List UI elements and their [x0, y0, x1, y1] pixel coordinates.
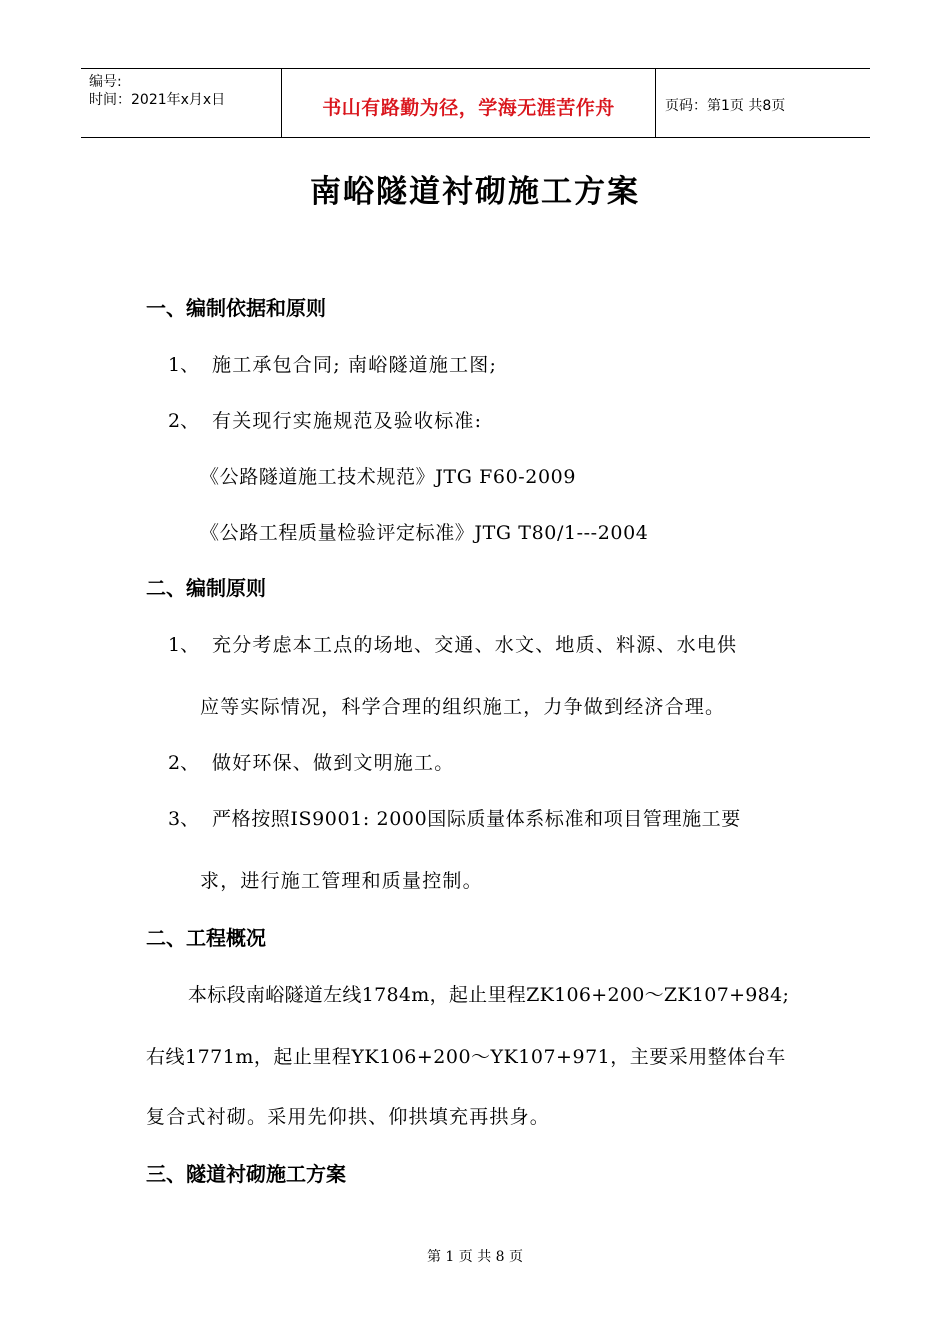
list-item-continuation: 应等实际情况，科学合理的组织施工，力争做到经济合理。	[200, 696, 726, 718]
section-heading-plan: 三、隧道衬砌施工方案	[146, 1162, 346, 1186]
standard-reference: 《公路工程质量检验评定标准》JTG T80/1---2004	[200, 522, 649, 544]
section-heading-overview: 二、工程概况	[146, 926, 266, 950]
header-page-cell	[655, 69, 870, 137]
page-header	[81, 68, 870, 138]
section-heading-basis: 一、编制依据和原则	[146, 296, 326, 320]
list-item: 严格按照IS9001: 2000国际质量体系标准和项目管理施工要	[212, 808, 741, 830]
list-number: 3、	[168, 808, 200, 830]
list-item-continuation: 求，进行施工管理和质量控制。	[200, 870, 483, 892]
overview-paragraph-line: 复合式衬砌。采用先仰拱、仰拱填充再拱身。	[146, 1106, 551, 1128]
list-item: 施工承包合同; 南峪隧道施工图;	[212, 354, 498, 376]
list-number: 1、	[168, 634, 200, 656]
list-item: 做好环保、做到文明施工。	[212, 752, 455, 774]
date-line: 时间：2021年x月x日	[89, 92, 226, 108]
list-number: 2、	[168, 410, 200, 432]
list-number: 2、	[168, 752, 200, 774]
header-info-cell	[81, 69, 281, 137]
document-number-label: 编号:	[89, 74, 122, 90]
document-title: 南峪隧道衬砌施工方案	[310, 174, 640, 210]
list-number: 1、	[168, 354, 200, 376]
header-motto-cell	[281, 69, 656, 137]
overview-paragraph-line: 右线1771m，起止里程YK106+200～YK107+971，主要采用整体台车	[146, 1046, 786, 1068]
overview-paragraph-line: 本标段南峪隧道左线1784m，起止里程ZK106+200～ZK107+984;	[188, 984, 790, 1006]
section-heading-principles: 二、编制原则	[146, 576, 266, 600]
page-code: 页码：第1页 共8页	[665, 98, 786, 114]
standard-reference: 《公路隧道施工技术规范》JTG F60-2009	[200, 466, 577, 488]
list-item: 有关现行实施规范及验收标准:	[212, 410, 483, 432]
list-item: 充分考虑本工点的场地、交通、水文、地质、料源、水电供	[212, 634, 738, 656]
page-footer: 第 1 页 共 8 页	[426, 1249, 524, 1265]
motto-text: 书山有路勤为径，学海无涯苦作舟	[322, 97, 615, 119]
